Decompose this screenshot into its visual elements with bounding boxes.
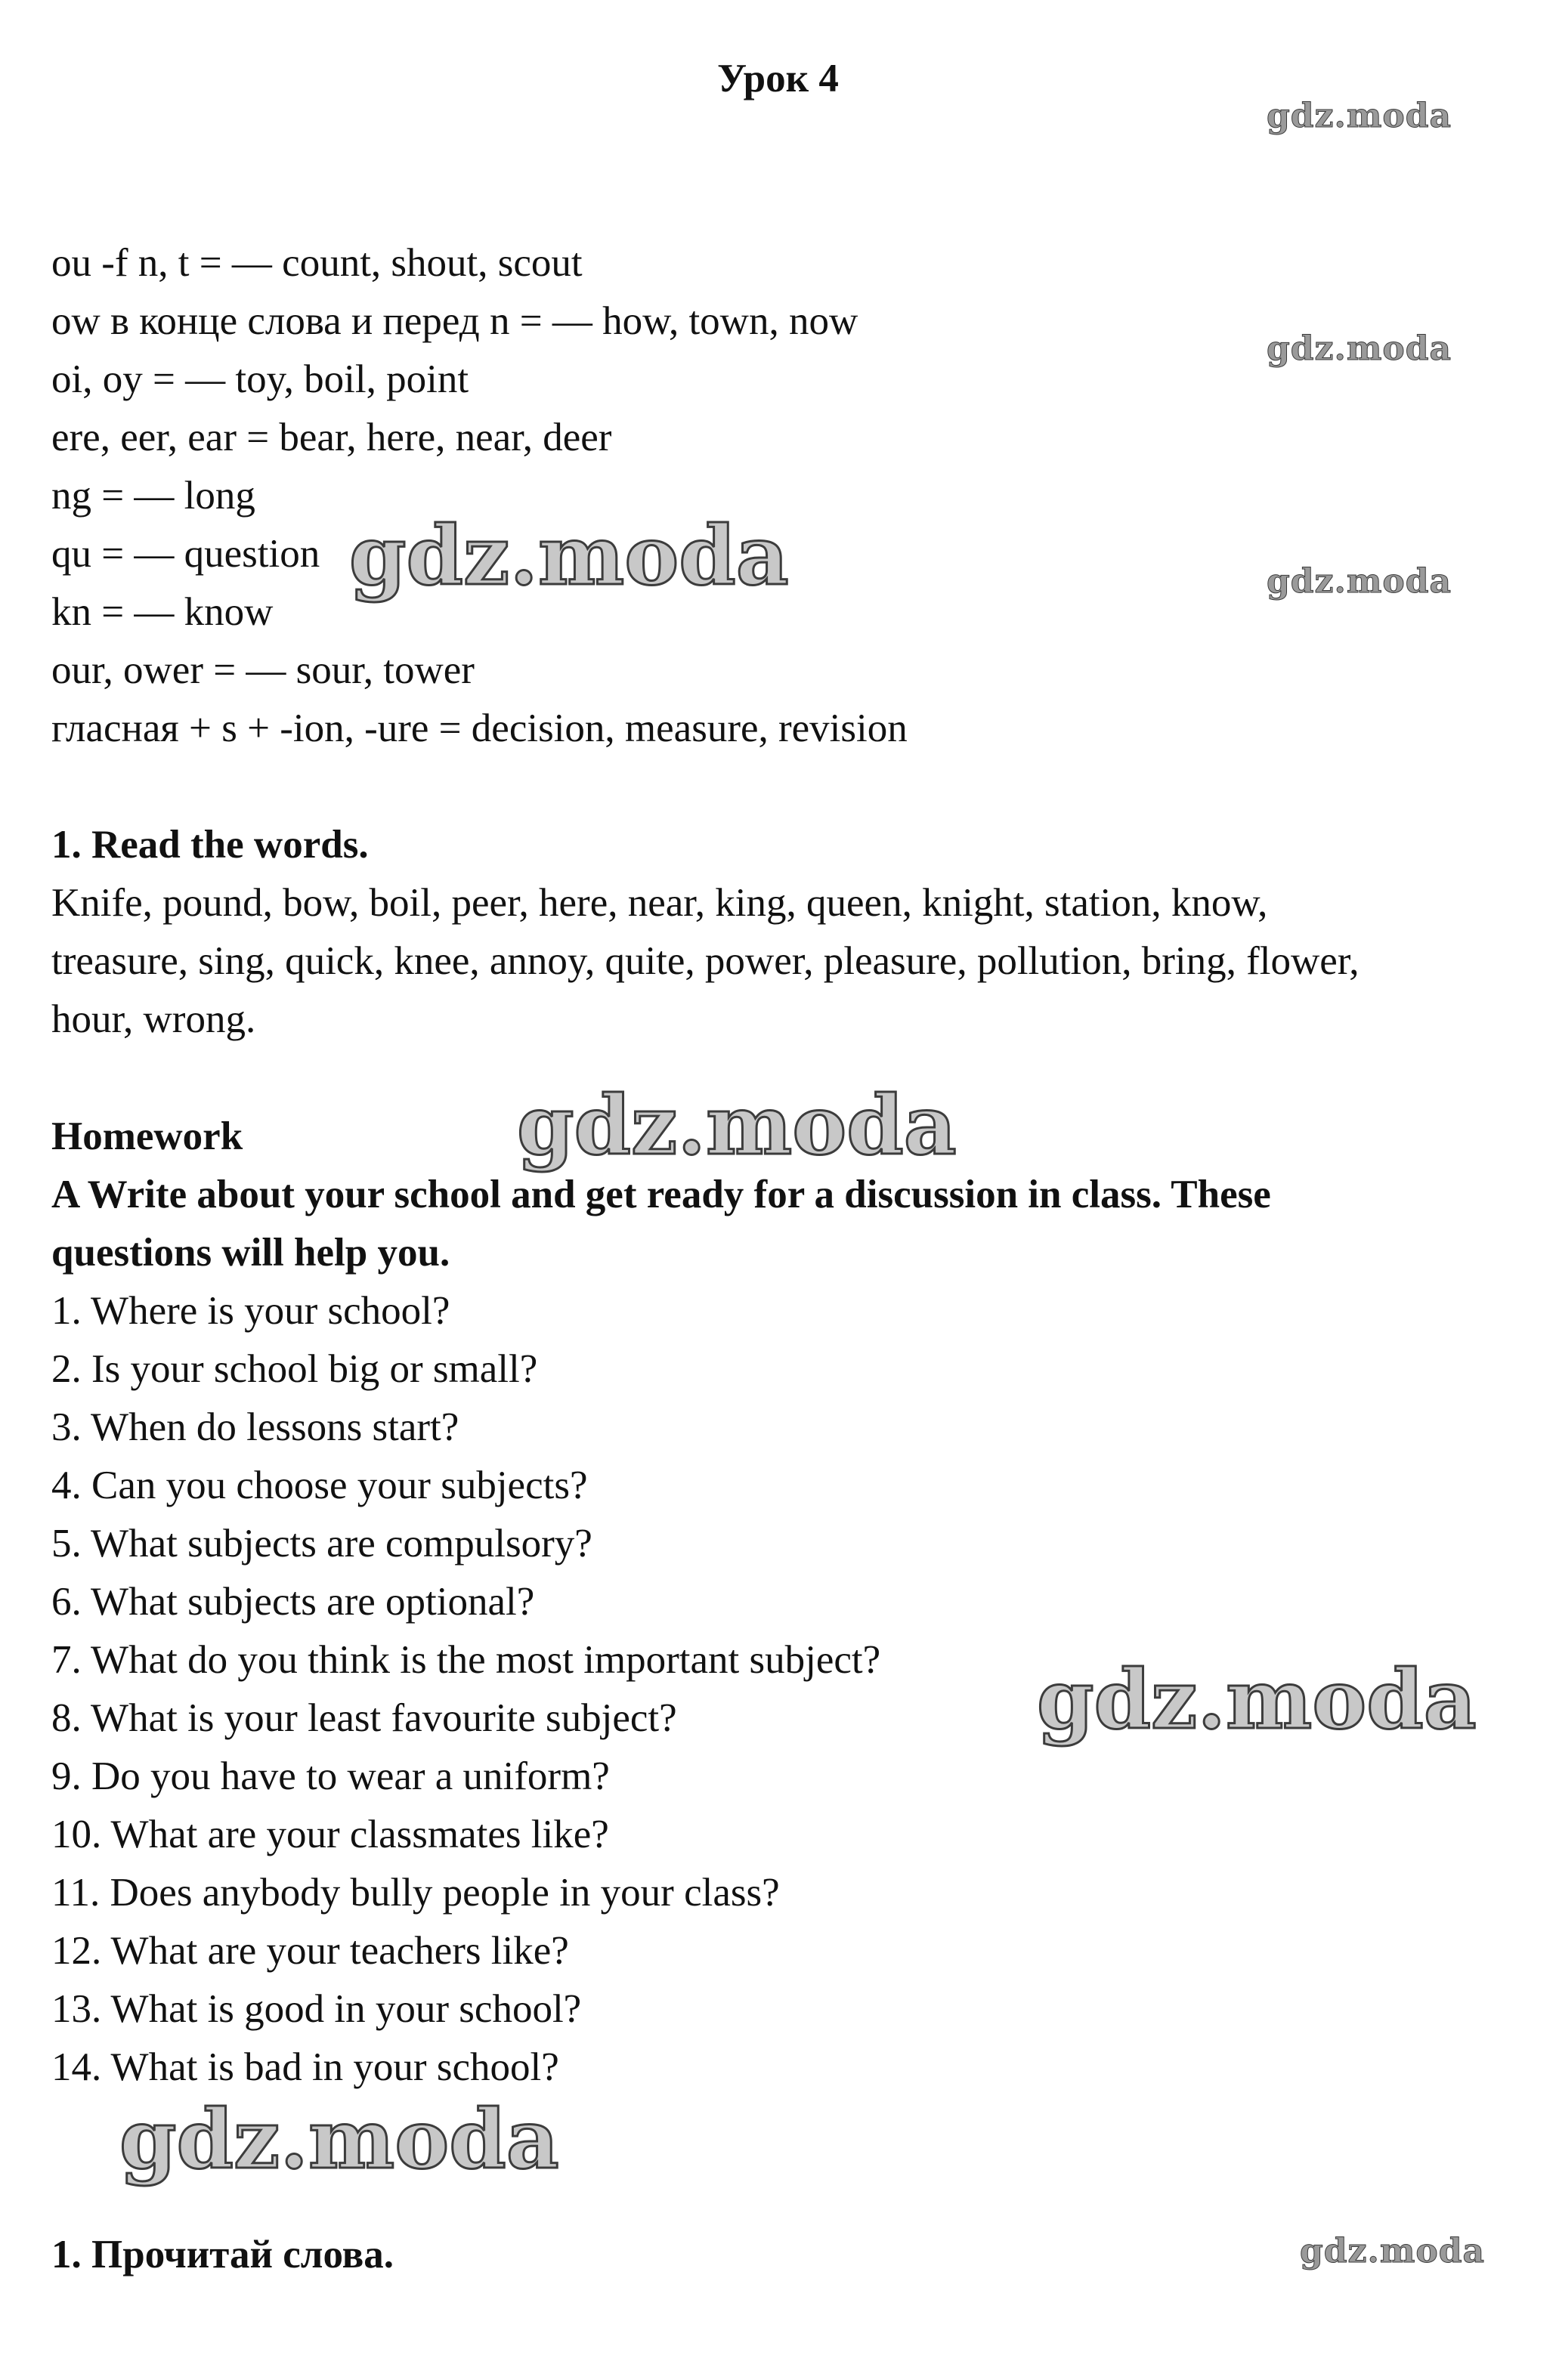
page-title: Урок 4 (717, 57, 839, 100)
question-item: 13. What is good in your school? (51, 1987, 582, 2031)
rule-line: oi, oy = — toy, boil, point (51, 357, 469, 401)
question-item: 4. Can you choose your subjects? (51, 1464, 588, 1507)
homework-task-line: A Write about your school and get ready for a discussion in class. These (51, 1173, 1271, 1216)
rule-line: kn = — know (51, 590, 274, 634)
watermark: gdz.moda (1037, 1652, 1477, 1748)
word-list-line: Knife, pound, bow, boil, peer, here, near, king, queen, knight, station, know, (51, 881, 1268, 925)
rule-line: гласная + s + -ion, -ure = decision, measure, revision (51, 706, 908, 750)
question-item: 5. What subjects are compulsory? (51, 1522, 592, 1566)
question-item: 8. What is your least favourite subject? (51, 1696, 677, 1740)
watermark: gdz.moda (1300, 2232, 1486, 2270)
question-item: 10. What are your classmates like? (51, 1813, 609, 1856)
question-item: 3. When do lessons start? (51, 1405, 459, 1449)
word-list-line: hour, wrong. (51, 997, 256, 1041)
watermark: gdz.moda (349, 508, 789, 604)
rule-line: ere, eer, ear = bear, here, near, deer (51, 416, 612, 459)
russian-exercise-heading: 1. Прочитай слова. (51, 2233, 394, 2276)
homework-task-line: questions will help you. (51, 1231, 450, 1275)
watermark: gdz.moda (1267, 97, 1452, 135)
question-item: 2. Is your school big or small? (51, 1347, 538, 1391)
watermark: gdz.moda (517, 1078, 957, 1173)
question-item: 12. What are your teachers like? (51, 1929, 569, 1973)
question-item: 6. What subjects are optional? (51, 1580, 535, 1624)
rule-line: ou -f n, t = — count, shout, scout (51, 241, 583, 285)
question-item: 7. What do you think is the most important subject? (51, 1638, 881, 1682)
word-list-line: treasure, sing, quick, knee, annoy, quite, power, pleasure, pollution, bring, flower, (51, 939, 1360, 983)
rule-line: qu = — question (51, 532, 320, 576)
question-item: 9. Do you have to wear a uniform? (51, 1754, 610, 1798)
rule-line: ow в конце слова и перед n = — how, town, now (51, 299, 858, 343)
exercise-heading: 1. Read the words. (51, 823, 369, 867)
watermark: gdz.moda (1267, 562, 1452, 601)
homework-heading: Homework (51, 1114, 243, 1158)
question-item: 14. What is bad in your school? (51, 2045, 559, 2089)
question-item: 11. Does anybody bully people in your class? (51, 1871, 780, 1915)
watermark: gdz.moda (1267, 329, 1452, 368)
rule-line: ng = — long (51, 474, 255, 518)
rule-line: our, ower = — sour, tower (51, 648, 475, 692)
question-item: 1. Where is your school? (51, 1289, 450, 1333)
watermark: gdz.moda (119, 2092, 559, 2187)
